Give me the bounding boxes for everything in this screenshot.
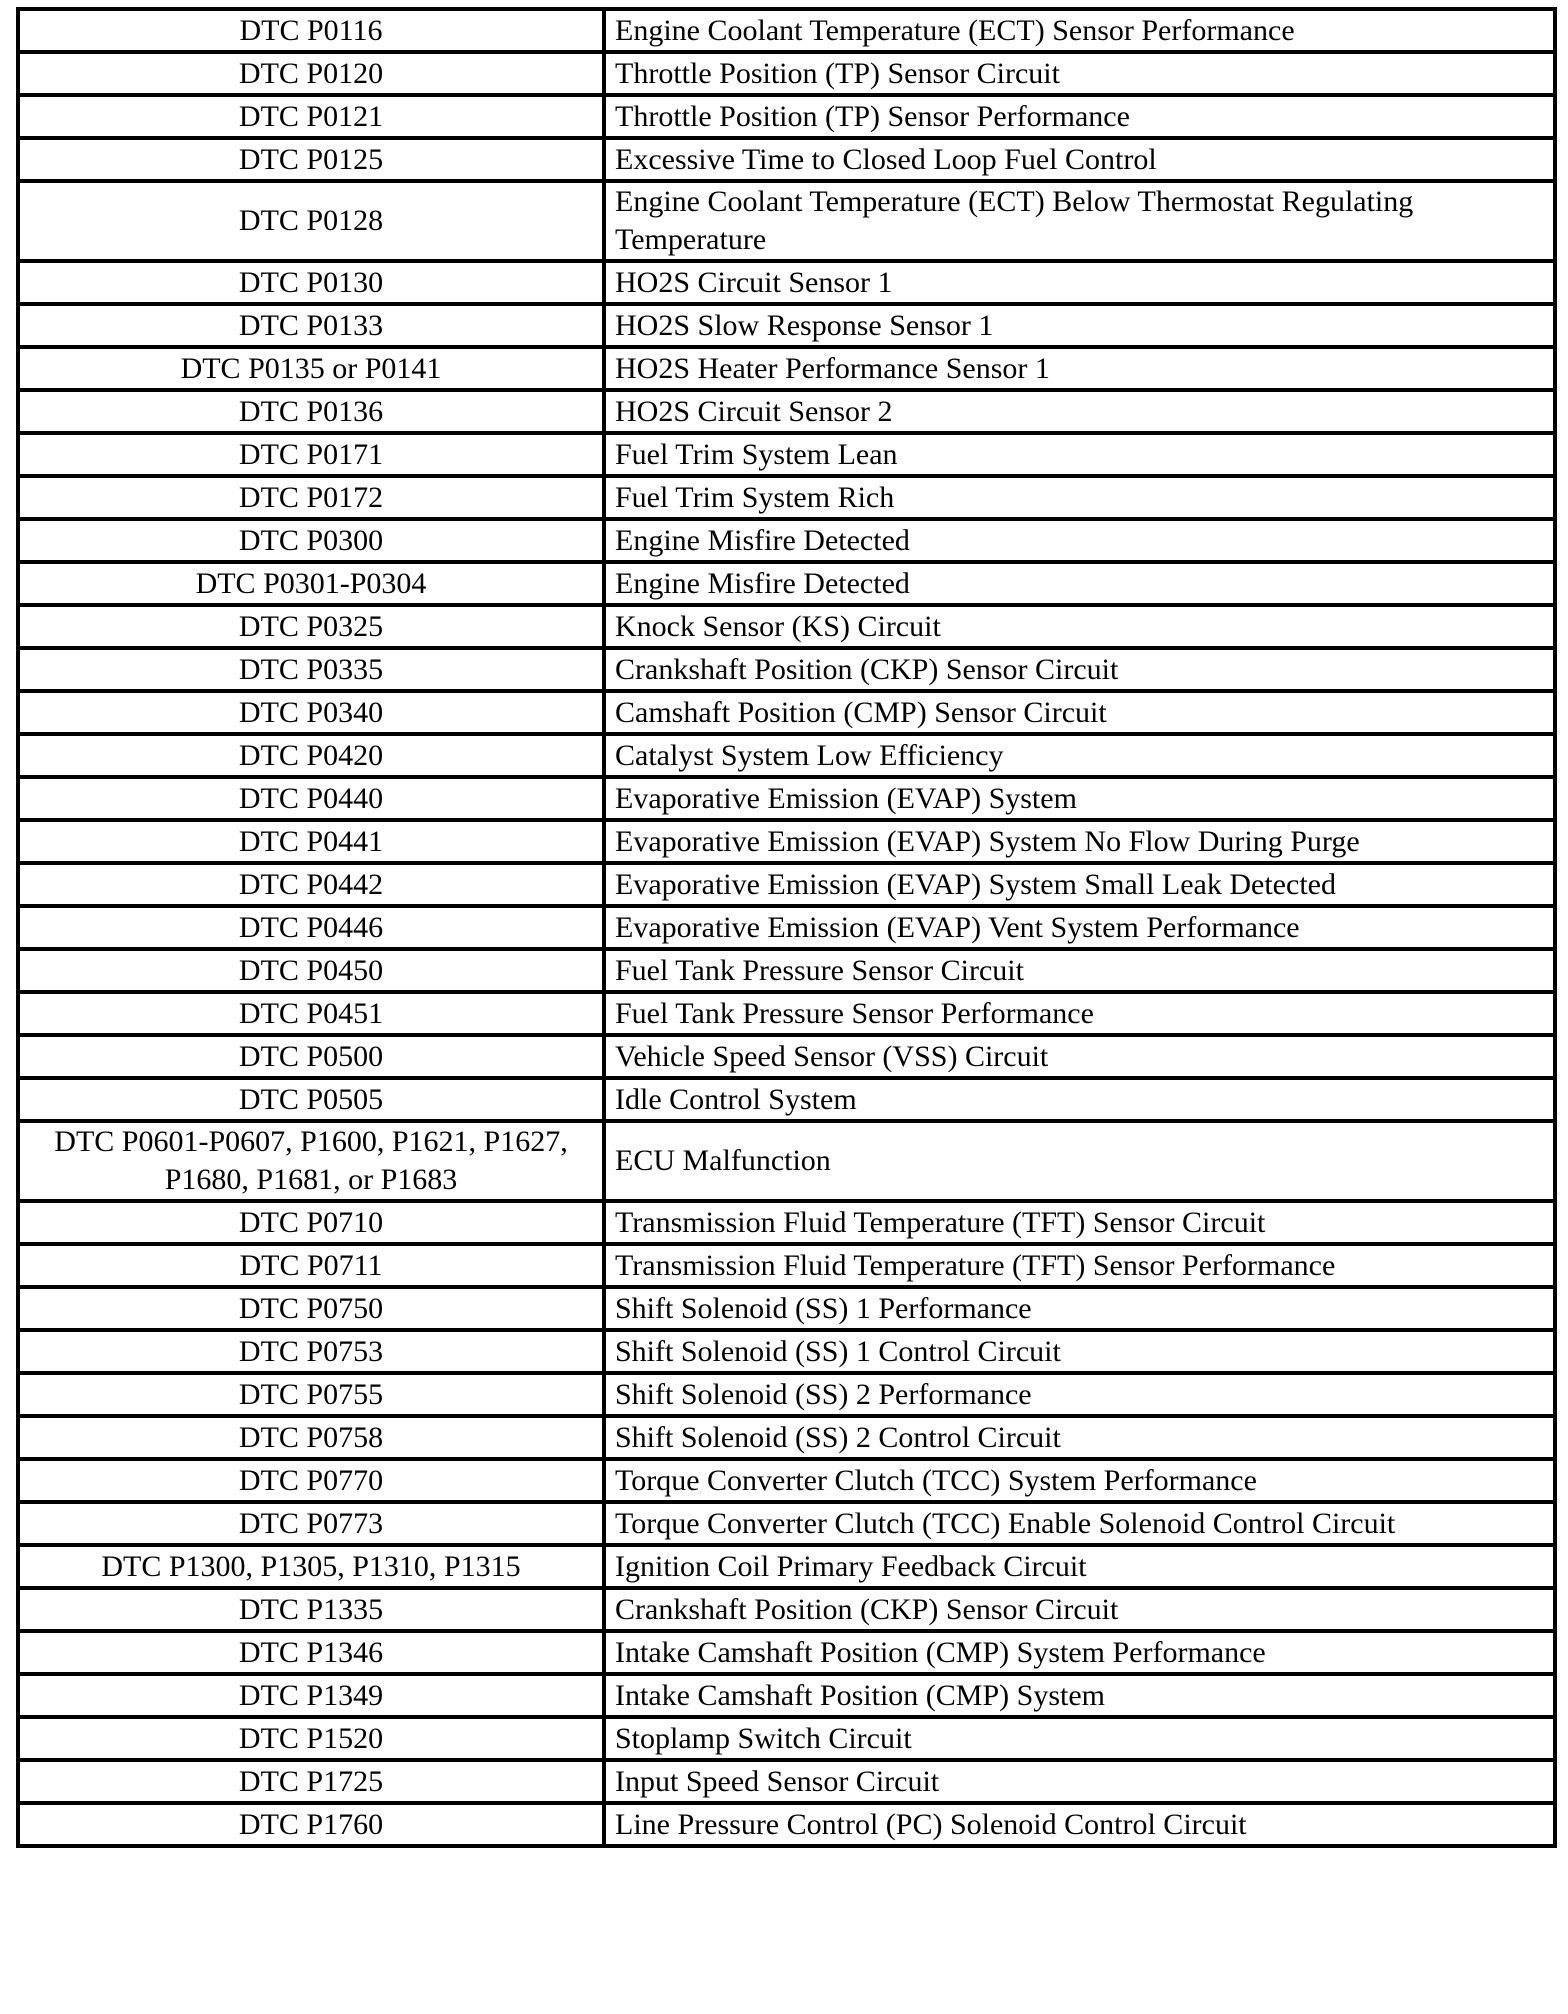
- table-row: [18, 138, 1555, 181]
- table-row: [18, 1631, 1555, 1674]
- table-row: [18, 181, 1555, 261]
- dtc-description-cell: Camshaft Position (CMP) Sensor Circuit: [604, 691, 1555, 734]
- dtc-code-cell: DTC P1760: [18, 1803, 604, 1846]
- dtc-code-cell: DTC P0500: [18, 1035, 604, 1078]
- dtc-code-cell: DTC P0601-P0607, P1600, P1621, P1627, P1680, P1681, or P1683: [18, 1121, 604, 1201]
- table-row: [18, 433, 1555, 476]
- table-row: [18, 519, 1555, 562]
- dtc-description-cell: Intake Camshaft Position (CMP) System Performance: [604, 1631, 1555, 1674]
- table-row: [18, 1201, 1555, 1244]
- dtc-code-cell: DTC P0505: [18, 1078, 604, 1121]
- dtc-description-cell: HO2S Heater Performance Sensor 1: [604, 347, 1555, 390]
- dtc-code-cell: DTC P0442: [18, 863, 604, 906]
- dtc-description-cell: Engine Coolant Temperature (ECT) Sensor Performance: [604, 9, 1555, 52]
- dtc-description-cell: Torque Converter Clutch (TCC) System Performance: [604, 1459, 1555, 1502]
- dtc-code-cell: DTC P1520: [18, 1717, 604, 1760]
- table-row: [18, 691, 1555, 734]
- dtc-table: [16, 7, 1557, 1848]
- dtc-description-cell: Evaporative Emission (EVAP) System Small Leak Detected: [604, 863, 1555, 906]
- table-row: [18, 9, 1555, 52]
- dtc-code-cell: DTC P1346: [18, 1631, 604, 1674]
- table-row: [18, 1545, 1555, 1588]
- dtc-description-cell: Catalyst System Low Efficiency: [604, 734, 1555, 777]
- table-row: [18, 304, 1555, 347]
- dtc-code-cell: DTC P0446: [18, 906, 604, 949]
- dtc-description-cell: Engine Coolant Temperature (ECT) Below Thermostat Regulating Temperature: [604, 181, 1555, 261]
- table-row: [18, 863, 1555, 906]
- dtc-description-cell: Excessive Time to Closed Loop Fuel Control: [604, 138, 1555, 181]
- table-row: [18, 992, 1555, 1035]
- dtc-code-cell: DTC P0130: [18, 261, 604, 304]
- dtc-description-cell: Engine Misfire Detected: [604, 562, 1555, 605]
- table-row: [18, 1760, 1555, 1803]
- dtc-description-cell: Fuel Trim System Lean: [604, 433, 1555, 476]
- dtc-description-cell: Fuel Trim System Rich: [604, 476, 1555, 519]
- dtc-code-cell: DTC P0135 or P0141: [18, 347, 604, 390]
- dtc-description-cell: Throttle Position (TP) Sensor Circuit: [604, 52, 1555, 95]
- table-row: [18, 1373, 1555, 1416]
- table-row: [18, 949, 1555, 992]
- dtc-description-cell: HO2S Circuit Sensor 1: [604, 261, 1555, 304]
- dtc-code-cell: DTC P0172: [18, 476, 604, 519]
- table-row: [18, 1502, 1555, 1545]
- dtc-description-cell: Shift Solenoid (SS) 1 Control Circuit: [604, 1330, 1555, 1373]
- table-row: [18, 777, 1555, 820]
- dtc-description-cell: Fuel Tank Pressure Sensor Circuit: [604, 949, 1555, 992]
- table-row: [18, 562, 1555, 605]
- dtc-code-cell: DTC P0753: [18, 1330, 604, 1373]
- dtc-code-cell: DTC P0121: [18, 95, 604, 138]
- dtc-description-cell: Ignition Coil Primary Feedback Circuit: [604, 1545, 1555, 1588]
- dtc-description-cell: Torque Converter Clutch (TCC) Enable Solenoid Control Circuit: [604, 1502, 1555, 1545]
- dtc-description-cell: Stoplamp Switch Circuit: [604, 1717, 1555, 1760]
- dtc-code-cell: DTC P0770: [18, 1459, 604, 1502]
- dtc-code-cell: DTC P0300: [18, 519, 604, 562]
- table-row: [18, 1803, 1555, 1846]
- dtc-code-cell: DTC P0420: [18, 734, 604, 777]
- table-row: [18, 734, 1555, 777]
- table-row: [18, 1674, 1555, 1717]
- dtc-code-cell: DTC P0750: [18, 1287, 604, 1330]
- dtc-description-cell: Intake Camshaft Position (CMP) System: [604, 1674, 1555, 1717]
- dtc-code-cell: DTC P0301-P0304: [18, 562, 604, 605]
- dtc-description-cell: Engine Misfire Detected: [604, 519, 1555, 562]
- dtc-description-cell: Crankshaft Position (CKP) Sensor Circuit: [604, 648, 1555, 691]
- dtc-description-cell: Throttle Position (TP) Sensor Performance: [604, 95, 1555, 138]
- dtc-code-cell: DTC P0125: [18, 138, 604, 181]
- dtc-description-cell: Idle Control System: [604, 1078, 1555, 1121]
- dtc-code-cell: DTC P1725: [18, 1760, 604, 1803]
- table-row: [18, 1330, 1555, 1373]
- dtc-code-cell: DTC P0711: [18, 1244, 604, 1287]
- dtc-description-cell: Crankshaft Position (CKP) Sensor Circuit: [604, 1588, 1555, 1631]
- dtc-code-cell: DTC P0755: [18, 1373, 604, 1416]
- dtc-description-cell: Transmission Fluid Temperature (TFT) Sensor Performance: [604, 1244, 1555, 1287]
- table-row: [18, 1287, 1555, 1330]
- dtc-code-cell: DTC P0171: [18, 433, 604, 476]
- dtc-code-cell: DTC P0440: [18, 777, 604, 820]
- dtc-description-cell: Evaporative Emission (EVAP) System No Flow During Purge: [604, 820, 1555, 863]
- dtc-code-cell: DTC P0133: [18, 304, 604, 347]
- table-row: [18, 390, 1555, 433]
- table-row: [18, 347, 1555, 390]
- table-row: [18, 261, 1555, 304]
- dtc-code-cell: DTC P0710: [18, 1201, 604, 1244]
- dtc-code-cell: DTC P0340: [18, 691, 604, 734]
- dtc-code-cell: DTC P0325: [18, 605, 604, 648]
- table-row: [18, 52, 1555, 95]
- dtc-code-cell: DTC P0120: [18, 52, 604, 95]
- dtc-description-cell: Transmission Fluid Temperature (TFT) Sensor Circuit: [604, 1201, 1555, 1244]
- dtc-description-cell: Knock Sensor (KS) Circuit: [604, 605, 1555, 648]
- dtc-description-cell: Shift Solenoid (SS) 1 Performance: [604, 1287, 1555, 1330]
- table-row: [18, 1121, 1555, 1201]
- table-row: [18, 1035, 1555, 1078]
- table-row: [18, 605, 1555, 648]
- dtc-description-cell: Shift Solenoid (SS) 2 Control Circuit: [604, 1416, 1555, 1459]
- table-row: [18, 95, 1555, 138]
- table-row: [18, 476, 1555, 519]
- dtc-description-cell: Input Speed Sensor Circuit: [604, 1760, 1555, 1803]
- dtc-description-cell: Evaporative Emission (EVAP) Vent System Performance: [604, 906, 1555, 949]
- table-row: [18, 1717, 1555, 1760]
- dtc-description-cell: Line Pressure Control (PC) Solenoid Control Circuit: [604, 1803, 1555, 1846]
- dtc-code-cell: DTC P0758: [18, 1416, 604, 1459]
- dtc-description-cell: ECU Malfunction: [604, 1121, 1555, 1201]
- dtc-code-cell: DTC P1335: [18, 1588, 604, 1631]
- dtc-description-cell: Shift Solenoid (SS) 2 Performance: [604, 1373, 1555, 1416]
- table-row: [18, 1459, 1555, 1502]
- table-row: [18, 1244, 1555, 1287]
- dtc-code-cell: DTC P0136: [18, 390, 604, 433]
- dtc-code-cell: DTC P0451: [18, 992, 604, 1035]
- dtc-code-cell: DTC P0441: [18, 820, 604, 863]
- dtc-code-cell: DTC P0128: [18, 181, 604, 261]
- dtc-table-body: [18, 9, 1555, 1846]
- dtc-code-cell: DTC P0116: [18, 9, 604, 52]
- table-row: [18, 1416, 1555, 1459]
- dtc-description-cell: Vehicle Speed Sensor (VSS) Circuit: [604, 1035, 1555, 1078]
- dtc-description-cell: Evaporative Emission (EVAP) System: [604, 777, 1555, 820]
- dtc-description-cell: HO2S Slow Response Sensor 1: [604, 304, 1555, 347]
- dtc-code-cell: DTC P0450: [18, 949, 604, 992]
- dtc-description-cell: Fuel Tank Pressure Sensor Performance: [604, 992, 1555, 1035]
- dtc-code-cell: DTC P1300, P1305, P1310, P1315: [18, 1545, 604, 1588]
- dtc-code-cell: DTC P0773: [18, 1502, 604, 1545]
- table-row: [18, 820, 1555, 863]
- table-row: [18, 906, 1555, 949]
- table-row: [18, 648, 1555, 691]
- dtc-code-cell: DTC P1349: [18, 1674, 604, 1717]
- dtc-code-cell: DTC P0335: [18, 648, 604, 691]
- table-row: [18, 1078, 1555, 1121]
- dtc-description-cell: HO2S Circuit Sensor 2: [604, 390, 1555, 433]
- table-row: [18, 1588, 1555, 1631]
